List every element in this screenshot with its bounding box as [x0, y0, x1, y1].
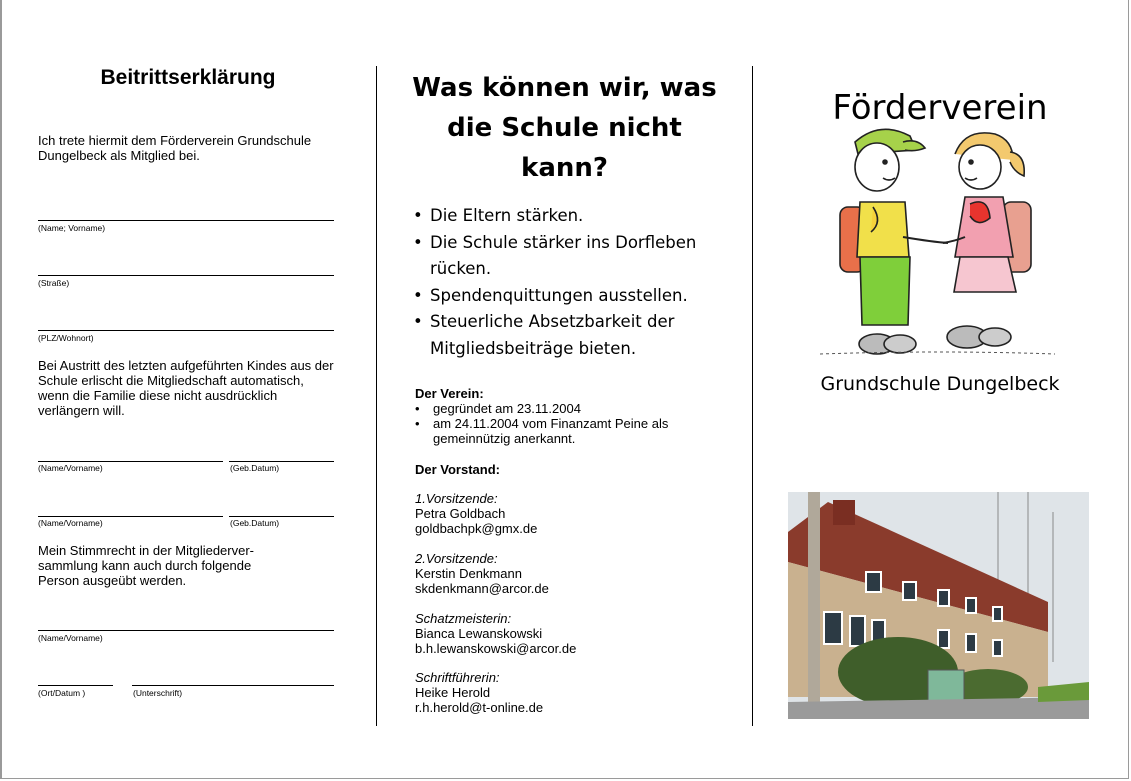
- board-member: [415, 551, 735, 596]
- city-caption: (PLZ/Wohnort): [38, 333, 94, 343]
- board-name: Petra Goldbach: [415, 506, 506, 521]
- school-name: Grundschule Dungelbeck: [820, 373, 1060, 395]
- boy-figure: [840, 129, 948, 354]
- child2-name-caption: (Name/Vorname): [38, 518, 103, 528]
- board-email: skdenkmann@arcor.de: [415, 581, 549, 596]
- child1-name-caption: (Name/Vorname): [38, 463, 103, 473]
- board-member: [415, 670, 735, 715]
- child2-name-line[interactable]: [38, 516, 223, 517]
- board-name: Heike Herold: [415, 685, 491, 700]
- child1-date-line[interactable]: [229, 461, 334, 462]
- board-email: goldbachpk@gmx.de: [415, 521, 538, 536]
- org-title: Förderverein: [832, 88, 1048, 128]
- verein-label: Der Verein:: [415, 386, 484, 401]
- list-item: • Die Schule stärker ins Dorfleben rücken.: [413, 230, 743, 283]
- heading-line-1: Was können wir, was: [412, 73, 717, 103]
- school-photo: [788, 492, 1089, 719]
- board-name: Bianca Lewanskowski: [415, 626, 543, 641]
- benefits-list: [413, 203, 743, 362]
- main-heading: [392, 68, 737, 188]
- heading-line-3: kann?: [521, 153, 608, 183]
- verein-section: [415, 386, 735, 446]
- board-member: [415, 611, 735, 656]
- child1-name-line[interactable]: [38, 461, 223, 462]
- list-item: • gegründet am 23.11.2004: [415, 401, 735, 416]
- child2-date-line[interactable]: [229, 516, 334, 517]
- board-role: Schatzmeisterin:: [415, 611, 512, 626]
- list-item: • Die Eltern stärken.: [413, 203, 743, 230]
- list-item: • Spendenquittungen ausstellen.: [413, 283, 743, 310]
- board-role: Schriftführerin:: [415, 670, 500, 685]
- child2-date-caption: (Geb.Datum): [230, 518, 280, 528]
- signature-line[interactable]: [132, 685, 334, 686]
- street-caption: (Straße): [38, 278, 70, 288]
- board-name: Kerstin Denkmann: [415, 566, 522, 581]
- vote-note: Mein Stimmrecht in der Mitgliederver-sammlung kann auch durch folgende Person ausgeübt werden.: [38, 543, 255, 588]
- column-divider-left: [376, 66, 377, 726]
- place-date-line[interactable]: [38, 685, 113, 686]
- child1-date-caption: (Geb.Datum): [230, 463, 280, 473]
- vorstand-label: Der Vorstand:: [415, 462, 500, 477]
- ground-line: [820, 352, 1055, 354]
- intro-text: Ich trete hiermit dem Förderverein Grundschule Dungelbeck als Mitglied bei.: [38, 133, 312, 163]
- city-line[interactable]: [38, 330, 334, 331]
- proxy-name-caption: (Name/Vorname): [38, 633, 103, 643]
- exit-note: Bei Austritt des letzten aufgeführten Kindes aus der Schule erlischt die Mitgliedschaft automatisch, wenn die Familie diese nicht ausdrücklich verlängern will.: [38, 358, 334, 418]
- board-role: 2.Vorsitzende:: [415, 551, 498, 566]
- signature-caption: (Unterschrift): [133, 688, 183, 698]
- board-email: r.h.herold@t-online.de: [415, 700, 544, 715]
- board-email: b.h.lewanskowski@arcor.de: [415, 641, 577, 656]
- street-line[interactable]: [38, 275, 334, 276]
- name-line[interactable]: [38, 220, 334, 221]
- form-title: Beitrittserklärung: [100, 66, 276, 89]
- list-item: • am 24.11.2004 vom Finanzamt Peine als gemeinnützig anerkannt.: [415, 416, 713, 446]
- board-member: [415, 491, 735, 536]
- proxy-name-line[interactable]: [38, 630, 334, 631]
- girl-figure: [943, 133, 1031, 348]
- board-role: 1.Vorsitzende:: [415, 491, 498, 506]
- heading-line-2: die Schule nicht: [447, 113, 682, 143]
- name-caption: (Name; Vorname): [38, 223, 106, 233]
- place-date-caption: (Ort/Datum ): [38, 688, 86, 698]
- column-divider-right: [752, 66, 753, 726]
- children-drawing: [815, 122, 1060, 367]
- list-item: • Steuerliche Absetzbarkeit der Mitgliedsbeiträge bieten.: [413, 309, 743, 362]
